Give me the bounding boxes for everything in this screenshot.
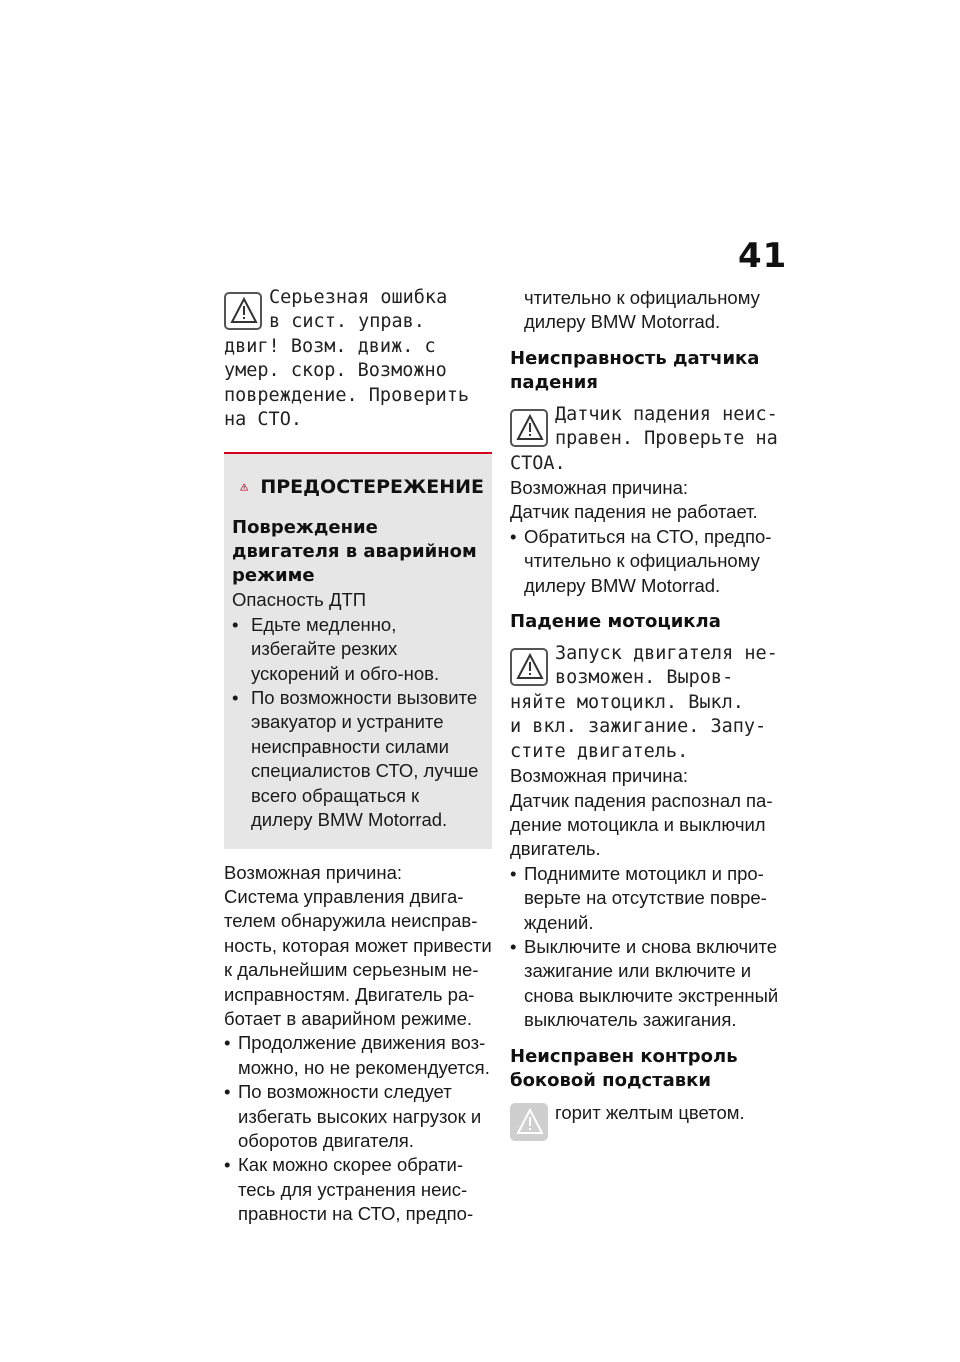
msg-line: Запуск двигателя не- [555, 643, 778, 665]
warning-indicator-icon [510, 409, 548, 447]
msg-line: правен. Проверьте на [555, 428, 778, 450]
left-column [224, 286, 492, 1227]
cause-label: Возможная причина: [510, 765, 688, 787]
msg-line: двиг! Возм. движ. с [224, 335, 436, 357]
cause-text: Система управления двига-телем обнаружила неисправ-ность, которая может привести к дальнейшим серьезным не-исправностям. Двигатель ра-ботает в аварийном режиме. [224, 885, 492, 1029]
right-column [510, 286, 782, 1143]
cause-text: Датчик падения распознал па-дение мотоцикла и выключил двигатель. [510, 789, 773, 860]
error-message-engine [224, 286, 492, 432]
section-heading: Неисправен контроль боковой подставки [510, 1045, 738, 1091]
msg-line: умер. скор. Возможно [224, 360, 447, 382]
msg-line: Датчик падения неис- [555, 403, 778, 425]
msg-line: няйте мотоцикл. Выкл. [510, 691, 744, 713]
error-message-fall [510, 642, 782, 764]
warning-indicator-icon [224, 292, 262, 330]
continuation-text: чтительно к официальному дилеру BMW Motorrad. [524, 287, 760, 333]
msg-line: и вкл. зажигание. Запу- [510, 716, 767, 738]
msg-line: СТОА. [510, 452, 566, 474]
cause-label: Возможная причина: [510, 477, 688, 499]
list-item: • Поднимите мотоцикл и про-верьте на отсутствие повре-ждений. [510, 862, 782, 935]
warning-title: ПРЕДОСТЕРЕЖЕНИЕ [260, 476, 484, 499]
warning-subtitle: Повреждение двигателя в аварийном режиме [232, 517, 477, 587]
warning-panel [224, 454, 492, 848]
cause-text: Датчик падения не работает. [510, 501, 758, 523]
list-item: • Продолжение движения воз-можно, но не рекомендуется. [224, 1031, 492, 1080]
msg-line: стите двигатель. [510, 740, 689, 762]
list-item: • Обратиться на СТО, предпо-чтительно к официальному дилеру BMW Motorrad. [510, 525, 782, 598]
list-item: • По возможности следует избегать высоких нагрузок и оборотов двигателя. [224, 1080, 492, 1153]
msg-line: возможен. Выров- [555, 667, 734, 689]
msg-line: повреждение. Проверить [224, 384, 470, 406]
section-heading: Неисправность датчика падения [510, 347, 760, 393]
warning-triangle-icon [240, 472, 248, 502]
indicator-text: горит желтым цветом. [555, 1101, 745, 1123]
warning-indicator-icon [510, 648, 548, 686]
list-item: • По возможности вызовите эвакуатор и устраните неисправности силами специалистов СТО, лучше всего обращаться к дилеру BMW Motorrad. [232, 686, 484, 832]
cause-label: Возможная причина: [224, 861, 402, 883]
msg-line: на СТО. [224, 409, 302, 431]
msg-line: Серьезная ошибка [269, 287, 448, 308]
warning-danger: Опасность ДТП [232, 589, 367, 611]
section-heading: Падение мотоцикла [510, 611, 721, 633]
list-item: • Как можно скорее обрати-тесь для устранения неис-правности на СТО, предпо- [224, 1153, 492, 1226]
list-item: • Едьте медленно, избегайте резких ускорений и обго-нов. [232, 613, 484, 686]
page-number: 41 [738, 236, 788, 276]
msg-line: в сист. управ. [269, 311, 425, 333]
side-stand-warning-icon [510, 1103, 548, 1141]
error-message-tip-sensor [510, 403, 782, 476]
list-item: • Выключите и снова включите зажигание или включите и снова выключите экстренный выключатель зажигания. [510, 935, 782, 1033]
